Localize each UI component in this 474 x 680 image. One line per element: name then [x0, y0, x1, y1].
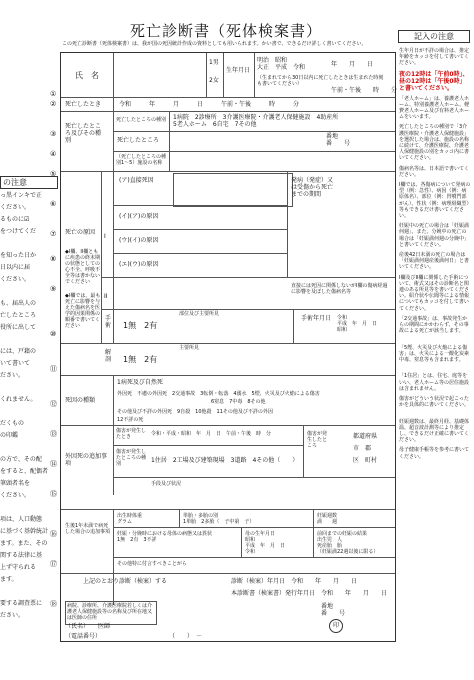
infant-label: 生後1年未満で病死した場合の追加事項	[65, 523, 111, 535]
item-marker: ⑬	[50, 430, 57, 438]
injury-place-label: 傷害が発生したところの種別	[116, 449, 147, 467]
item-marker: ⑨	[50, 285, 57, 293]
sex-male-option[interactable]: 1男	[209, 59, 219, 66]
left-note-line: をつけてくだ	[0, 228, 37, 235]
external-label: 外因死の追加事項	[65, 453, 108, 467]
cert-date-1[interactable]: 診断（検案）年月日 令和 年 月 日	[231, 578, 358, 585]
injury-places[interactable]: 1住居 2工場及び建築現場 3道路 4その他（ ）	[151, 457, 299, 464]
left-note-line: 要する調査票に	[0, 600, 43, 607]
autopsy-options[interactable]: 1無 2有	[123, 355, 158, 364]
left-notes-heading: の注意	[0, 176, 58, 189]
phone-label: （電話番号）	[65, 633, 102, 640]
cause-label: 死亡の原因	[65, 229, 96, 236]
single-multi[interactable]: 単胎・多胎の別 1単胎 2多胎（ 子中第 子）	[183, 513, 255, 525]
autopsy-findings-label: 主要所見	[179, 345, 200, 351]
birth-note: （生まれてから30日以内に死亡したときは生まれた時刻も書いてください）	[257, 75, 384, 87]
seal-mark: 印	[329, 619, 343, 633]
hospital-label: 病院、診療所、介護医療院若しくは介護老人保健施設等の名称及び所在地又は医師の住所	[65, 601, 157, 625]
surgery-date[interactable]: 令和 平成 年 月 日 昭和	[337, 315, 378, 333]
name-field[interactable]	[113, 53, 205, 97]
note-paragraph: 傷病名等は、日本語で書いてください。	[399, 165, 470, 178]
method-label: 手段及び状況	[151, 481, 182, 487]
left-note-line: ください。	[0, 204, 31, 211]
section-I: I	[104, 233, 106, 240]
onset-label: 発病（発症）又は受傷から死亡までの期間	[291, 177, 334, 198]
left-note-line: ます。また、その	[0, 540, 48, 547]
birth-time[interactable]: 午前・午後 時 分	[331, 87, 398, 94]
left-note-line: も、届出人の	[0, 300, 37, 307]
note-paragraph: 産後42日未満の死亡の場合は「妊娠満何週産後満何日」と書いてください。	[399, 252, 470, 271]
left-note-line: ください。	[0, 492, 31, 499]
item-marker: ⑧	[50, 255, 57, 263]
note-paragraph: 夜の12時は「午前0時」、昼の12時は「午後0時」と書いてください。	[399, 70, 469, 92]
left-note-line: をすると、配偶者	[0, 468, 49, 475]
cause-row-d: (エ)(ウ)の原因	[119, 261, 159, 268]
left-note-line: 上ず守られる	[0, 564, 37, 571]
place-type-label: 死亡したところの種別	[116, 117, 167, 123]
notes-heading: 記入の注意	[398, 30, 470, 43]
pregnancy-condition[interactable]: 妊娠・分娩時における母体の病態又は異状 1無 2有 3不詳	[117, 531, 213, 543]
cause-row-a: (ア)直接死因	[119, 177, 154, 184]
item-marker: ⑰	[50, 560, 57, 568]
note-paragraph: 「5煙、火災及び火焔による傷害」は、火災による一酸化炭素中毒、窒息等も含まれます。	[399, 344, 470, 363]
kind-accident-2[interactable]: 6窒息 7中毒 8その他	[211, 399, 266, 405]
cert-line: 上記のとおり診断（検案）する	[83, 578, 168, 585]
place-section-label: 死亡したところ及びその種別	[65, 123, 102, 144]
left-note-line: を知った日か	[0, 252, 37, 259]
death-time-label: 死亡したとき	[65, 101, 102, 108]
surgery-options[interactable]: 1無 2有	[123, 321, 158, 330]
left-note-line: 亡したところ	[0, 312, 37, 319]
section-II-label: 直接には死因に関係しないがI欄の傷病経過に影響を及ぼした傷病名等	[291, 283, 388, 295]
doctor-label: （氏名） 医師	[65, 623, 111, 630]
injury-date-label: 傷害が発生したとき	[116, 428, 147, 440]
note-paragraph: I欄及びII欄に関係した手術について、術式又はその診断名と関連のある所見等を書いてください。紹介状や伝聞等による情報についてもカッコを付して書いてください。	[399, 274, 470, 312]
page-subtitle: この死亡診断書（死体検案書）は、我が国の死因統計作成の資料としても用いられます。かい書で、できるだけ詳しく書いてください。	[62, 41, 367, 47]
mother-birth[interactable]: 母の生年月日 昭和 平成 年 月 日 令和	[245, 531, 286, 555]
autopsy-label: 解剖	[105, 349, 112, 363]
left-note-line: くれません。	[0, 396, 37, 403]
death-time-value[interactable]: 令和 年 月 日 午前・午後 時 分	[119, 101, 300, 108]
item-marker: ②	[50, 100, 57, 108]
left-note-line: ださい。	[0, 372, 25, 379]
kind-unknown[interactable]: 12不詳の死	[117, 417, 144, 423]
cause-note-2: ◆I欄では、最も死亡に影響を与えた傷病名を医学的因果関係の順番で書いてください	[65, 293, 101, 329]
birth-label: 生年月日	[226, 67, 251, 74]
left-note-line: 日以内に届	[0, 264, 31, 271]
left-note-line: に基づく基幹統計	[0, 528, 49, 535]
note-paragraph: 妊娠週数は、最終月経、基礎体温、超音波計測等により推定し、できるだけ正確に書いてください。	[399, 418, 470, 444]
item-marker: ⑪	[50, 365, 57, 373]
surgery-label: 手術	[105, 315, 112, 329]
left-note-line: っ黒インキで正	[0, 192, 43, 199]
place-address[interactable]: 番地 番 号	[326, 133, 351, 147]
note-paragraph: 「1住居」とは、住宅、庭等をいい、老人ホーム等の居住施設は含まれません。	[399, 373, 470, 392]
note-paragraph: 妊娠中の死亡の場合は「妊娠満何週」、また、分娩中の死亡の場合は「妊娠満何週の分娩中」と書いてください。	[399, 223, 470, 248]
item-marker: ⑱	[50, 600, 57, 608]
left-note-line: の印鑑	[0, 432, 19, 439]
special-label: その他特に付言すべきことがら	[117, 561, 187, 567]
certificate-form	[60, 52, 396, 642]
phone-format[interactable]: （ ） －	[169, 633, 203, 640]
left-note-line: だくもの	[0, 420, 25, 427]
note-paragraph: I欄では、各傷病について発病の型（例：急性）、病因（例：病原体名）、部位（例：胃噴門部がん）、性状（例：病理組織型）等もできるだけ書いてください。	[399, 182, 471, 220]
note-paragraph: 死亡したところの種別で「3介護医療院・介護老人保健施設」を選択した場合は、施設の名称に続けて、介護医療院、介護老人保健施設の別をカッコ内に書いてください。	[399, 124, 470, 162]
left-note-line: 項は、人口動態	[0, 516, 43, 523]
item-marker: ⑦	[50, 230, 57, 238]
injury-location-label: 傷害が発生したところ	[307, 431, 328, 449]
kind-label: 死因の種類	[65, 397, 96, 404]
left-note-line: 関する法律に基	[0, 552, 43, 559]
item-marker: ⑥	[50, 200, 57, 208]
hospital-address[interactable]: 番地 番 号	[321, 603, 346, 617]
left-note-line: いて書いて	[0, 360, 31, 367]
item-marker: ①	[50, 90, 57, 98]
place-label: 死亡したところ	[117, 137, 160, 144]
facility-label: （死亡したところの種別1〜5）施設の名称	[116, 154, 167, 166]
surgery-date-label: 手術年月日	[301, 315, 332, 322]
birth-date[interactable]: 年 月 日	[331, 61, 374, 68]
left-note-line: ださい。	[0, 612, 25, 619]
place-types[interactable]: 1病院 2診療所 3介護医療院・介護老人保健施設 4助産所 5老人ホーム 6自宅 7その他	[173, 114, 339, 128]
left-note-line: 筆頭者名を	[0, 480, 31, 487]
cert-date-2[interactable]: 本診断書（検案書）発行年月日 令和 年 月 日	[231, 590, 388, 597]
name-label: 氏 名	[75, 71, 99, 80]
page-title: 死亡診断書（死体検案書）	[130, 22, 323, 40]
cause-row-c: (ウ)(イ)の原因	[119, 237, 159, 244]
injury-date[interactable]: 令和・平成・昭和 年 月 日 午前・午後 時 分	[151, 431, 272, 437]
kind-accident[interactable]: 外因死 不慮の外因死 2交通事故 3転倒・転落 4溺水 5煙、火災及び火焔による傷害	[117, 391, 320, 397]
left-note-line: 役所に出して	[0, 324, 37, 331]
prefecture-labels[interactable]: 都道府県 市 郡 区 町村	[353, 433, 378, 464]
surgery-part-label: 部位及び主要所見	[179, 311, 220, 317]
prior-births[interactable]: 前回までの妊娠の結果 出生児 人 死産胎 胎 （妊娠満22週以後に限る）	[317, 531, 379, 555]
gestation[interactable]: 妊娠週数 満 週	[317, 513, 338, 525]
left-note-line: ください。	[0, 276, 31, 283]
item-marker: ⑩	[50, 330, 57, 338]
birth-era-options[interactable]: 明治 昭和 大正 平成 令和	[257, 57, 306, 71]
left-note-line: には、戸籍の	[0, 348, 37, 355]
section-II: II	[104, 293, 108, 300]
item-marker: ⑭	[50, 460, 57, 468]
kind-other-external[interactable]: その他及び不詳の外因死 9自殺 10他殺 11その他及び不詳の外因	[117, 409, 273, 415]
sex-female-option[interactable]: 2女	[209, 77, 219, 84]
item-marker: ⑮	[50, 490, 57, 498]
note-paragraph: 「2交通事故」は、事故発生からの期間にかかわらず、その事故による死亡が該当します。	[399, 315, 469, 335]
note-paragraph: 母子健康手帳等を参考に書いてください。	[399, 447, 470, 460]
left-note-line: るものに☑	[0, 216, 30, 223]
cause-note-1: ◆I欄、II欄ともに疾患の終末期の状態としての心不全、呼吸不全等は書かないでください	[65, 249, 101, 285]
item-marker: ④	[50, 150, 57, 158]
right-side-notes	[396, 0, 474, 680]
note-paragraph: 生年月日が不詳の場合は、推定年齢をカッコを付して書いてください。	[399, 48, 470, 67]
item-marker: ⑫	[50, 400, 57, 408]
note-paragraph: 「老人ホーム」は、養護老人ホーム、特別養護老人ホーム、軽費老人ホーム及び有料老人ホームをいいます。	[399, 95, 470, 121]
item-marker: ⑤	[50, 170, 57, 178]
left-note-line: ます。	[0, 576, 18, 583]
item-marker: ③	[50, 130, 57, 138]
kind-natural[interactable]: 1病死及び自然死	[117, 379, 163, 386]
cause-row-b: (イ)(ア)の原因	[119, 213, 159, 220]
birth-weight[interactable]: 出生時体重 グラム	[117, 513, 143, 525]
item-marker: ⑯	[50, 530, 57, 538]
cause-input-a[interactable]	[173, 173, 293, 207]
left-note-line: の方で、その配	[0, 456, 42, 463]
note-paragraph: 傷害がどういう状況で起こったかを具体的に書いてください。	[399, 396, 470, 409]
